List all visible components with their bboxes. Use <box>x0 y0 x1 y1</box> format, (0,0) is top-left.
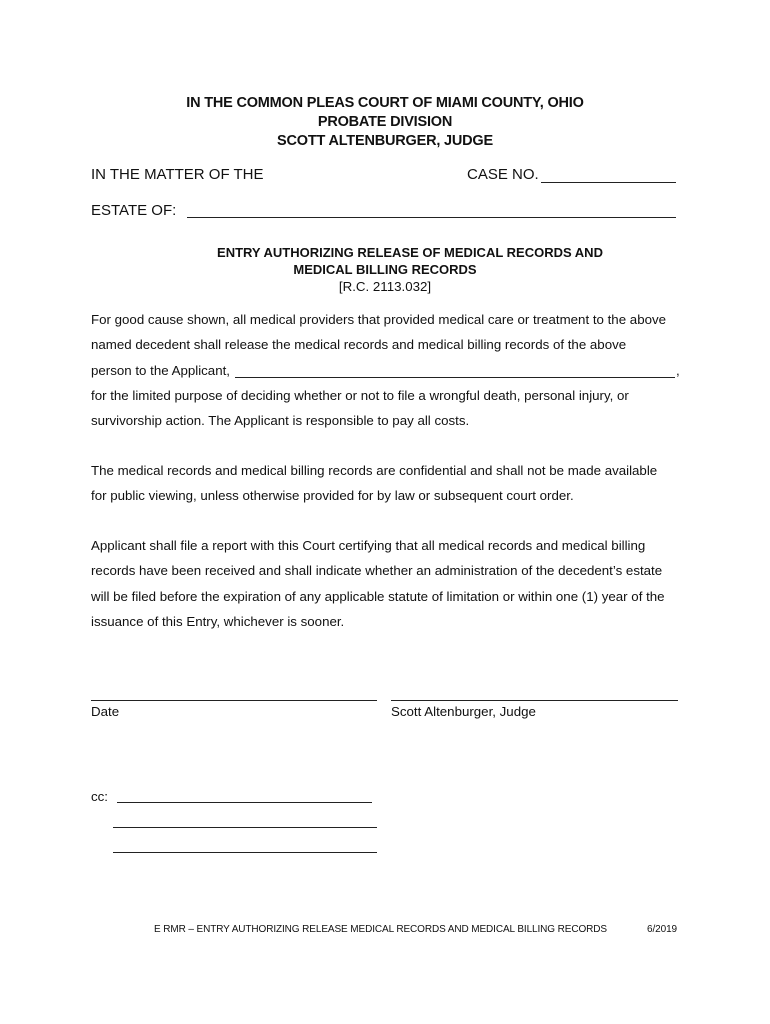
paragraph-line: will be filed before the expiration of any applicable statute of limitation or within one (1) year of the <box>91 588 665 604</box>
entry-title-line1: ENTRY AUTHORIZING RELEASE OF MEDICAL RECORDS AND <box>217 245 603 260</box>
judge-signature-label: Scott Altenburger, Judge <box>391 704 536 719</box>
judge-name: SCOTT ALTENBURGER, JUDGE <box>277 133 493 149</box>
cc-label: cc: <box>91 789 108 804</box>
cc-recipient-line[interactable] <box>113 852 377 853</box>
paragraph-line: Applicant shall file a report with this Court certifying that all medical records and medical billing <box>91 538 646 553</box>
paragraph-1 <box>91 307 691 433</box>
paragraph-line: For good cause shown, all medical providers that provided medical care or treatment to the above <box>91 312 667 327</box>
form-footer-title: E RMR – ENTRY AUTHORIZING RELEASE MEDICAL RECORDS AND MEDICAL BILLING RECORDS <box>154 924 607 935</box>
applicant-line <box>91 358 691 383</box>
estate-name-field[interactable] <box>187 217 676 218</box>
form-revision-date: 6/2019 <box>647 924 677 935</box>
paragraph-line: issuance of this Entry, whichever is sooner. <box>91 613 345 629</box>
paragraph-line: for public viewing, unless otherwise provided for by law or subsequent court order. <box>91 488 574 504</box>
paragraph-line: survivorship action. The Applicant is responsible to pay all costs. <box>91 413 470 429</box>
division-name: PROBATE DIVISION <box>317 114 453 130</box>
entry-title-line2: MEDICAL BILLING RECORDS <box>293 262 477 277</box>
case-no-field[interactable] <box>541 182 676 183</box>
date-signature-line[interactable] <box>91 700 377 701</box>
paragraph-line: named decedent shall release the medical records and medical billing records of the above <box>91 337 627 353</box>
case-no-label: CASE NO. <box>467 166 539 183</box>
judge-signature-line[interactable] <box>391 700 678 701</box>
applicant-comma: , <box>676 362 680 378</box>
estate-label: ESTATE OF: <box>91 202 177 219</box>
cc-recipient-line[interactable] <box>117 802 372 803</box>
paragraph-line: records have been received and shall indicate whether an administration of the decedent’s estate <box>91 563 663 579</box>
date-label: Date <box>91 704 120 719</box>
matter-label: IN THE MATTER OF THE <box>91 166 264 183</box>
paragraph-line: The medical records and medical billing records are confidential and shall not be made available <box>91 463 658 478</box>
paragraph-2 <box>91 458 691 509</box>
applicant-label: person to the Applicant, <box>91 362 230 378</box>
paragraph-3 <box>91 533 691 634</box>
statute-reference: [R.C. 2113.032] <box>338 279 432 294</box>
cc-recipient-line[interactable] <box>113 827 377 828</box>
paragraph-line: for the limited purpose of deciding whether or not to file a wrongful death, personal injury, or <box>91 387 629 403</box>
applicant-name-field[interactable] <box>235 377 675 378</box>
court-name: IN THE COMMON PLEAS COURT OF MIAMI COUNTY, OHIO <box>186 95 584 111</box>
